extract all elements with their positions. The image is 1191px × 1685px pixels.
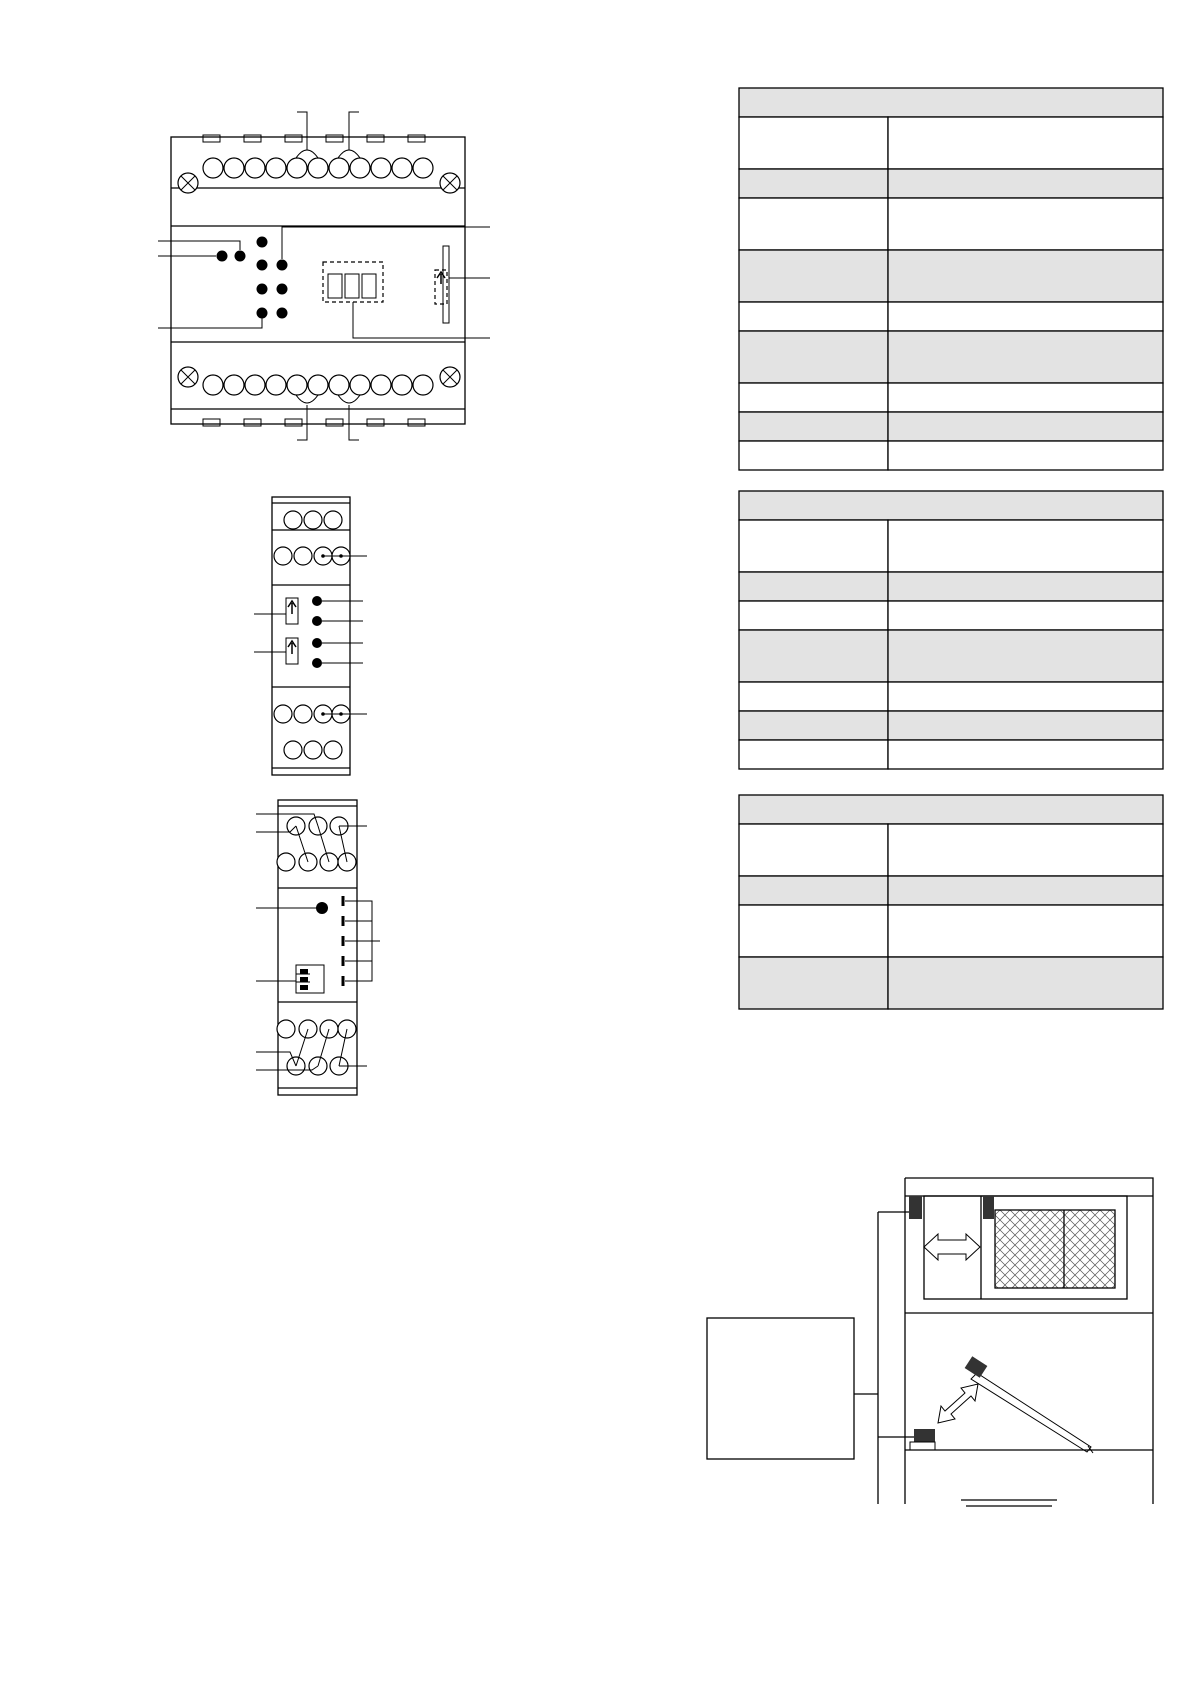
table-cell [888, 250, 1163, 302]
table-cell [888, 198, 1163, 250]
mounting-screw-icon [440, 367, 460, 387]
actuator-head [983, 1196, 994, 1219]
hinged-lid [965, 1356, 1093, 1453]
table-cell [888, 905, 1163, 957]
status-led [316, 902, 328, 914]
table-cell [888, 876, 1163, 905]
table-cell [739, 630, 888, 682]
table-cell [888, 412, 1163, 441]
spec-table-1 [739, 88, 1163, 470]
callout-leader [297, 112, 307, 150]
wide-module-front-view [158, 112, 490, 440]
callout-leader [353, 302, 490, 338]
handle [961, 1500, 1057, 1506]
arrow-up-icon [288, 601, 296, 614]
status-led-group [217, 237, 288, 319]
table-cell [888, 117, 1163, 169]
status-led-group [312, 596, 322, 668]
bottom-terminal-row [203, 375, 433, 395]
bottom-rail-notches [203, 419, 425, 426]
table-cell [739, 441, 888, 470]
table-cell [739, 572, 888, 601]
arrow-up-icon [437, 272, 445, 284]
narrow-module-front-view [254, 497, 367, 775]
table-cell [888, 711, 1163, 740]
sensor-head [914, 1429, 935, 1442]
spec-table-2 [739, 491, 1163, 769]
top-terminal-row [274, 511, 350, 565]
table-cell [739, 331, 888, 383]
callout-leader [322, 601, 363, 663]
sensor-head [909, 1196, 922, 1219]
top-rail-notches [203, 135, 425, 142]
slide-switch [435, 246, 490, 323]
table-cell [739, 905, 888, 957]
table-cell [888, 740, 1163, 769]
table-cell [739, 412, 888, 441]
table-header [739, 491, 1163, 520]
double-arrow-icon [938, 1384, 978, 1423]
mounting-screw-icon [440, 173, 460, 193]
callout-leader [158, 241, 240, 250]
top-terminal-row [277, 817, 356, 871]
table-cell [888, 169, 1163, 198]
table-cell [888, 331, 1163, 383]
mounting-screw-icon [178, 173, 198, 193]
top-terminal-row [203, 158, 433, 178]
table-cell [888, 601, 1163, 630]
spec-table-3 [739, 795, 1163, 1009]
callout-leader [349, 112, 359, 150]
mounting-screw-icon [178, 367, 198, 387]
table-cell [739, 824, 888, 876]
table-header [739, 795, 1163, 824]
table-cell [888, 520, 1163, 572]
callout-leader [349, 405, 359, 440]
table-cell [888, 302, 1163, 331]
table-cell [888, 957, 1163, 1009]
slide-switch [254, 598, 298, 624]
slide-switch [254, 638, 298, 664]
table-cell [739, 117, 888, 169]
table-cell [888, 682, 1163, 711]
table-cell [739, 383, 888, 412]
slim-module-front-view [256, 800, 380, 1095]
table-cell [888, 441, 1163, 470]
callout-leader [282, 227, 490, 259]
table-cell [888, 383, 1163, 412]
dip-switch [256, 965, 324, 993]
table-cell [888, 572, 1163, 601]
bottom-terminal-row [274, 705, 350, 759]
glass-panel [995, 1210, 1115, 1288]
double-arrow-icon [924, 1234, 980, 1260]
table-cell [739, 876, 888, 905]
table-cell [739, 198, 888, 250]
table-cell [739, 682, 888, 711]
table-cell [739, 601, 888, 630]
controller-box [707, 1318, 854, 1459]
door-sensor-installation-sketch [707, 1178, 1153, 1506]
table-cell [888, 630, 1163, 682]
table-cell [739, 302, 888, 331]
arrow-up-icon [288, 641, 296, 654]
table-cell [739, 711, 888, 740]
table-cell [739, 957, 888, 1009]
actuator-head [965, 1356, 988, 1378]
table-cell [739, 520, 888, 572]
table-cell [739, 169, 888, 198]
table-cell [739, 250, 888, 302]
table-cell [739, 740, 888, 769]
callout-leader [345, 901, 380, 981]
table-header [739, 88, 1163, 117]
table-cell [888, 824, 1163, 876]
callout-leader [158, 318, 262, 328]
